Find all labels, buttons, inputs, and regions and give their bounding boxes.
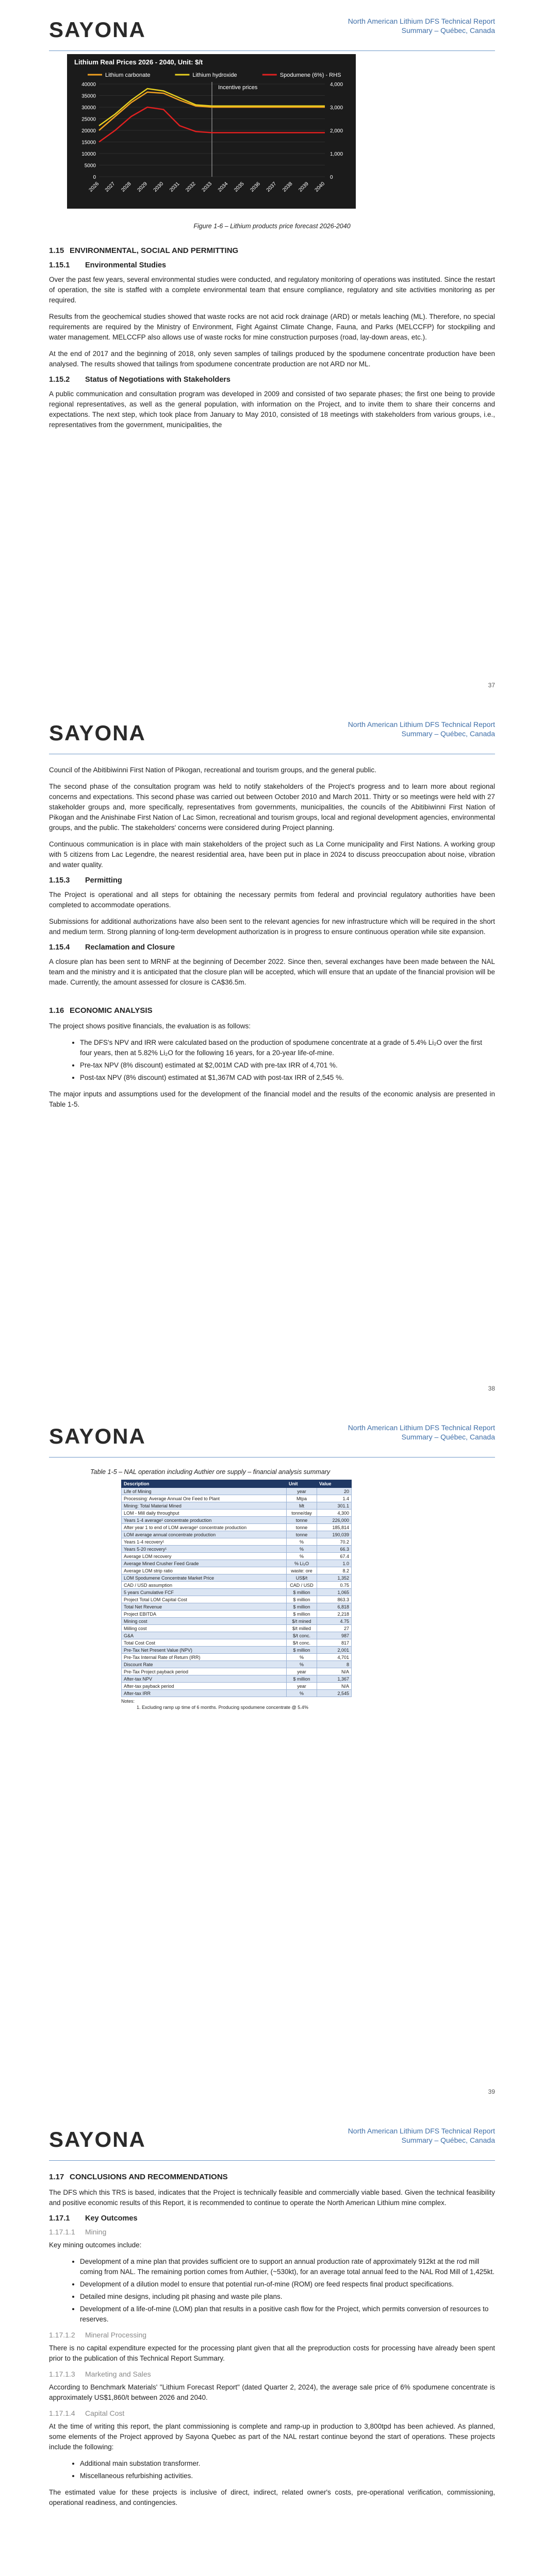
- paragraph: A public communication and consultation program was developed in 2009 and consisted of two separate phases; the first one being to provide regional representatives, as well as the general population, with information on the Project, and to invite them to share their concerns and expectations. The next step, which took place from January to May 2010, consisted of 18 meetings with stakeholders from various groups, i.e., representatives from the government, municipalities, the: [49, 390, 495, 429]
- y-tick-left: 15000: [81, 140, 96, 146]
- table-row: [122, 1510, 352, 1517]
- row-value: 817: [317, 1639, 352, 1647]
- row-unit: Mtpa: [287, 1495, 317, 1502]
- list-item: • Miscellaneous refurbishing activities.: [80, 2471, 495, 2481]
- row-description: LOM average annual concentrate production: [122, 1531, 287, 1538]
- header-line-1: North American Lithium DFS Technical Report: [348, 2127, 495, 2135]
- table-notes-label: Notes:: [121, 1699, 135, 1704]
- x-tick: 2027: [104, 181, 117, 193]
- row-unit: % Li₂O: [287, 1560, 317, 1567]
- row-unit: $ million: [287, 1675, 317, 1683]
- row-unit: US$/t: [287, 1574, 317, 1582]
- row-unit: year: [287, 1668, 317, 1675]
- row-value: 1,352: [317, 1574, 352, 1582]
- y-tick-left: 20000: [81, 128, 96, 134]
- row-unit: %: [287, 1661, 317, 1668]
- paragraph: The major inputs and assumptions used for the development of the financial model and the results of the economic analysis are presented in Table 1-5.: [49, 1090, 495, 1108]
- row-description: Average LOM recovery: [122, 1553, 287, 1560]
- table-row: [122, 1546, 352, 1553]
- figure-caption: Figure 1-6 – Lithium products price forecast 2026-2040: [193, 223, 351, 230]
- section-heading-1-17: 1.17 CONCLUSIONS AND RECOMMENDATIONS: [49, 2173, 228, 2181]
- row-unit: $/t mined: [287, 1618, 317, 1625]
- row-description: Pre-Tax Net Present Value (NPV): [122, 1647, 287, 1654]
- x-tick: 2038: [282, 181, 294, 193]
- chart-axes: [81, 82, 343, 193]
- y-tick-left: 40000: [81, 82, 96, 88]
- x-tick: 2034: [217, 181, 229, 193]
- row-unit: %: [287, 1654, 317, 1661]
- y-tick-left: 0: [93, 175, 96, 180]
- row-description: Mining cost: [122, 1618, 287, 1625]
- row-value: 4,701: [317, 1654, 352, 1661]
- header-line-1: North American Lithium DFS Technical Report: [348, 17, 495, 25]
- row-value: N/A: [317, 1668, 352, 1675]
- row-description: G&A: [122, 1632, 287, 1639]
- table-caption: Table 1-5 – NAL operation including Authier ore supply – financial analysis summary: [90, 1468, 331, 1476]
- row-description: Project EBITDA: [122, 1611, 287, 1618]
- page-number: 37: [488, 682, 495, 689]
- row-description: Discount Rate: [122, 1661, 287, 1668]
- price-forecast-chart-svg: [67, 54, 356, 209]
- row-description: Pre-Tax Internal Rate of Return (IRR): [122, 1654, 287, 1661]
- row-description: After year 1 to end of LOM average¹ concentrate production: [122, 1524, 287, 1531]
- subsubsection-heading-mineral-processing: 1.17.1.2 Mineral Processing: [49, 2331, 147, 2339]
- list-item: • Development of a life-of-mine (LOM) plan that results in a positive cash flow for the Project, which permits conversion of resources to reserves.: [80, 2304, 495, 2325]
- row-unit: %: [287, 1546, 317, 1553]
- paragraph: There is no capital expenditure expected for the processing plant given that all the preproduction costs for processing have already been spent prior to the publication of this Technical Report Summary.: [49, 2344, 495, 2362]
- row-value: 1.0: [317, 1560, 352, 1567]
- page-number: 38: [488, 1385, 495, 1392]
- y-tick-left: 5000: [84, 163, 96, 169]
- paragraph: A closure plan has been sent to MRNF at the beginning of December 2022. Since then, several exchanges have been made between the NAL team and the ministry and it is anticipated that the closure plan will be accepted, which will ensure that an update of the financial provision will be made. Currently, the amount assessed for closure is CA$36.5m.: [49, 958, 495, 986]
- header-line-1: North American Lithium DFS Technical Report: [348, 1423, 495, 1432]
- row-value: 987: [317, 1632, 352, 1639]
- column-header: Unit: [287, 1480, 317, 1488]
- list-item: • Pre-tax NPV (8% discount) estimated at $2,001M CAD with pre-tax IRR of 4,701 %.: [80, 1060, 495, 1071]
- list-item: • Development of a dilution model to ensure that potential run-of-mine (ROM) ore feed respects final product specifications.: [80, 2279, 495, 2290]
- x-tick: 2033: [201, 181, 213, 193]
- page-number: 39: [488, 2088, 495, 2095]
- table-row: [122, 1495, 352, 1502]
- x-tick: 2037: [265, 181, 278, 193]
- legend-label: Lithium hydroxide: [192, 72, 237, 78]
- table-header-row: [122, 1480, 352, 1488]
- paragraph: At the time of writing this report, the plant commissioning is complete and ramp-up in production to 3,800tpd has been achieved. As planned, some elements of the Project approved by Sayona Quebec as part of the NAL restart continue beyond the start of operations. These projects include the following:: [49, 2422, 495, 2451]
- row-description: 5 years Cumulative FCF: [122, 1589, 287, 1596]
- paragraph: Results from the geochemical studies showed that waste rocks are not acid rock drainage (ARD) or metals leaching (ML). Therefore, no special requirements are required by the Ministry of Environment, Fight Against Climate Change, Fauna, and Parks (MELCCFP) for stockpiling and water management. MELCCFP also allows use of waste rocks for mine construction purposes (road, lay-down areas, etc.).: [49, 313, 495, 341]
- table-row: [122, 1661, 352, 1668]
- row-value: 863.3: [317, 1596, 352, 1603]
- x-tick: 2031: [169, 181, 181, 193]
- row-description: LOM Spodumene Concentrate Market Price: [122, 1574, 287, 1582]
- table-row: [122, 1524, 352, 1531]
- x-tick: 2026: [88, 181, 101, 193]
- section-heading-1-15: 1.15 ENVIRONMENTAL, SOCIAL AND PERMITTING: [49, 246, 239, 255]
- paragraph: According to Benchmark Materials' "Lithium Forecast Report" (dated Quarter 2, 2024), the average sale price of 6% spodumene concentrate is approximately US$1,860/t between 2026 and 2040.: [49, 2383, 495, 2401]
- row-unit: tonne/day: [287, 1510, 317, 1517]
- row-unit: year: [287, 1683, 317, 1690]
- row-unit: %: [287, 1690, 317, 1697]
- header-line-2: Summary – Québec, Canada: [401, 730, 495, 738]
- row-value: 190,039: [317, 1531, 352, 1538]
- row-unit: %: [287, 1538, 317, 1546]
- row-description: Years 1-4 recovery¹: [122, 1538, 287, 1546]
- table-row: [122, 1567, 352, 1574]
- row-description: LOM - Mill daily throughput: [122, 1510, 287, 1517]
- row-description: After-tax payback period: [122, 1683, 287, 1690]
- header-text: [348, 16, 495, 35]
- table-row: [122, 1647, 352, 1654]
- subsection-heading-1-17-1: 1.17.1 Key Outcomes: [49, 2214, 138, 2223]
- row-unit: tonne: [287, 1517, 317, 1524]
- financial-summary-table: [121, 1480, 352, 1697]
- table-row: [122, 1639, 352, 1647]
- table-row: [122, 1654, 352, 1661]
- header-line-2: Summary – Québec, Canada: [401, 26, 495, 35]
- table-body: [122, 1488, 352, 1697]
- table-row: [122, 1502, 352, 1510]
- y-tick-left: 35000: [81, 93, 96, 99]
- column-header: Value: [317, 1480, 352, 1488]
- row-unit: $/t conc.: [287, 1639, 317, 1647]
- row-unit: tonne: [287, 1524, 317, 1531]
- sayona-logo: SAYONA: [49, 1424, 146, 1448]
- row-value: 185,814: [317, 1524, 352, 1531]
- bullet-list: [49, 2257, 495, 2325]
- chart-title: Lithium Real Prices 2026 - 2040, Unit: $/t: [74, 58, 203, 66]
- row-unit: $/t milled: [287, 1625, 317, 1632]
- row-value: N/A: [317, 1683, 352, 1690]
- row-value: 8: [317, 1661, 352, 1668]
- row-value: 66.3: [317, 1546, 352, 1553]
- legend-label: Spodumene (6%) - RHS: [279, 72, 341, 78]
- y-tick-left: 25000: [81, 116, 96, 123]
- table-row: [122, 1668, 352, 1675]
- table-row: [122, 1611, 352, 1618]
- row-unit: $ million: [287, 1596, 317, 1603]
- row-description: Life of Mining: [122, 1488, 287, 1495]
- page-37: [0, 0, 544, 703]
- page-header: [49, 1421, 495, 1455]
- sayona-logo: SAYONA: [49, 18, 146, 42]
- row-description: After-tax IRR: [122, 1690, 287, 1697]
- paragraph: Key mining outcomes include:: [49, 2241, 142, 2249]
- list-item: • Post-tax NPV (8% discount) estimated at $1,367M CAD with post-tax IRR of 2,545 %.: [80, 1073, 495, 1083]
- paragraph: The project shows positive financials, the evaluation is as follows:: [49, 1022, 251, 1030]
- table-row: [122, 1603, 352, 1611]
- row-description: CAD / USD assumption: [122, 1582, 287, 1589]
- x-tick: 2039: [298, 181, 310, 193]
- row-unit: $ million: [287, 1589, 317, 1596]
- price-forecast-chart: [67, 54, 356, 209]
- row-description: Total Cost Cost: [122, 1639, 287, 1647]
- y-tick-right: 4,000: [330, 82, 343, 88]
- paragraph: Council of the Abitibiwinni First Nation of Pikogan, recreational and tourism groups, and the general public.: [49, 766, 376, 774]
- header-text: [348, 2126, 495, 2145]
- row-value: 0.75: [317, 1582, 352, 1589]
- row-unit: $ million: [287, 1603, 317, 1611]
- x-tick: 2029: [136, 181, 149, 193]
- row-value: 8.2: [317, 1567, 352, 1574]
- sayona-logo: SAYONA: [49, 721, 146, 745]
- row-value: 1.4: [317, 1495, 352, 1502]
- page-header: [49, 2124, 495, 2158]
- list-item: • Detailed mine designs, including pit phasing and waste pile plans.: [80, 2292, 495, 2302]
- row-description: Years 1-4 average¹ concentrate production: [122, 1517, 287, 1524]
- sayona-logo: SAYONA: [49, 2127, 146, 2151]
- header-line-2: Summary – Québec, Canada: [401, 1433, 495, 1441]
- row-description: Milling cost: [122, 1625, 287, 1632]
- paragraph: The DFS which this TRS is based, indicates that the Project is technically feasible and commercially viable based. Given the technical feasibility and positive economic results of this Report, it is recommended to continue to operate the North American Lithium mine complex.: [49, 2189, 495, 2207]
- header-line-2: Summary – Québec, Canada: [401, 2136, 495, 2144]
- subsection-heading-1-15-2: 1.15.2 Status of Negotiations with Stakeholders: [49, 376, 230, 384]
- row-description: Mining: Total Material Mined: [122, 1502, 287, 1510]
- table-row: [122, 1553, 352, 1560]
- paragraph: The second phase of the consultation program was held to notify stakeholders of the Project's progress and to learn more about regional concerns and expectations. This second phase was carried out between October 2010 and March 2011. Thirty or so meetings were held with 27 stakeholder groups and, more specifically, representatives from governments, municipalities, the councils of the Abitibiwinni First Nation of Pikogan and the Anishinabe First Nation of Lac Simon, recreational and tourism groups, local and regional development agencies, environmental groups, and the public. The stakeholders' concerns were considered during Project planning.: [49, 783, 495, 832]
- row-unit: $/t conc.: [287, 1632, 317, 1639]
- subsubsection-heading-capital-cost: 1.17.1.4 Capital Cost: [49, 2409, 125, 2417]
- row-unit: tonne: [287, 1531, 317, 1538]
- subsubsection-heading-mining: 1.17.1.1 Mining: [49, 2228, 107, 2236]
- row-description: Pre-Tax Project payback period: [122, 1668, 287, 1675]
- table-row: [122, 1517, 352, 1524]
- chart-legend: [88, 72, 341, 78]
- paragraph: Continuous communication is in place with main stakeholders of the project such as La Corne municipality and First Nations. A working group with 5 citizens from Lac Legendre, the nearest residential area, have been put in place in 2024 to discuss preoccupation about noise, vibration and water quality.: [49, 840, 495, 869]
- row-value: 2,545: [317, 1690, 352, 1697]
- row-description: Average Mined Crusher Feed Grade: [122, 1560, 287, 1567]
- x-tick: 2028: [120, 181, 133, 193]
- bullet-list: [49, 2459, 495, 2481]
- table-row: [122, 1560, 352, 1567]
- incentive-prices-label: Incentive prices: [218, 84, 258, 91]
- row-unit: Mt: [287, 1502, 317, 1510]
- x-tick: 2040: [314, 181, 326, 193]
- row-value: 301.1: [317, 1502, 352, 1510]
- row-value: 20: [317, 1488, 352, 1495]
- table-row: [122, 1625, 352, 1632]
- page-header: [49, 14, 495, 48]
- table-row: [122, 1538, 352, 1546]
- table-row: [122, 1683, 352, 1690]
- row-description: Years 5-20 recovery¹: [122, 1546, 287, 1553]
- list-item: • Additional main substation transformer.: [80, 2459, 495, 2469]
- column-header: Description: [122, 1480, 287, 1488]
- paragraph: Over the past few years, several environmental studies were conducted, and regulatory monitoring of operations was instituted. Since the restart of operation, the site is staffed with a complete environmental team that ensure compliance, regulatory and site activities monitoring as per required.: [49, 276, 495, 304]
- row-value: 1,367: [317, 1675, 352, 1683]
- legend-label: Lithium carbonate: [105, 72, 151, 78]
- row-value: 1,065: [317, 1589, 352, 1596]
- row-description: After-tax NPV: [122, 1675, 287, 1683]
- row-description: Processing: Average Annual Ore Feed to Plant: [122, 1495, 287, 1502]
- section-heading-1-16: 1.16 ECONOMIC ANALYSIS: [49, 1006, 153, 1015]
- x-tick: 2030: [152, 181, 165, 193]
- table-row: [122, 1690, 352, 1697]
- table-row: [122, 1675, 352, 1683]
- row-description: Project Total LOM Capital Cost: [122, 1596, 287, 1603]
- row-unit: %: [287, 1553, 317, 1560]
- y-tick-right: 0: [330, 175, 333, 180]
- row-value: 70.2: [317, 1538, 352, 1546]
- header-text: [348, 1423, 495, 1442]
- paragraph: At the end of 2017 and the beginning of 2018, only seven samples of tailings produced by the spodumene concentrate production have been analysed. The results showed that tailings from spodumene concentrate production are not ARD nor ML.: [49, 350, 495, 368]
- row-value: 67.4: [317, 1553, 352, 1560]
- table-row: [122, 1488, 352, 1495]
- row-unit: year: [287, 1488, 317, 1495]
- list-item: • Development of a mine plan that provides sufficient ore to support an annual production rate of approximately 912kt at the rod mill coming from NAL. The remaining portion comes from Authier, (~530kt), for an average total annual feed to the NAL Rod Mill of 1,425kt.: [80, 2257, 495, 2277]
- table-row: [122, 1632, 352, 1639]
- table-row: [122, 1596, 352, 1603]
- subsection-heading-1-15-3: 1.15.3 Permitting: [49, 876, 122, 885]
- table-note-1: 1. Excluding ramp up time of 6 months. Producing spodumene concentrate @ 5.4%: [137, 1705, 308, 1710]
- x-tick: 2032: [185, 181, 197, 193]
- row-value: 4.75: [317, 1618, 352, 1625]
- header-rule: [49, 50, 495, 51]
- row-value: 6,818: [317, 1603, 352, 1611]
- table-row: [122, 1574, 352, 1582]
- row-value: 2,218: [317, 1611, 352, 1618]
- row-unit: $ million: [287, 1611, 317, 1618]
- header-text: [348, 720, 495, 738]
- y-tick-left: 30000: [81, 105, 96, 111]
- row-unit: waste: ore: [287, 1567, 317, 1574]
- paragraph: The estimated value for these projects is inclusive of direct, indirect, related owner's costs, pre-operational verification, commissioning, operational readiness, and contingencies.: [49, 2488, 495, 2506]
- header-rule: [49, 1457, 495, 1458]
- y-tick-right: 2,000: [330, 128, 343, 134]
- row-description: Average LOM strip ratio: [122, 1567, 287, 1574]
- y-tick-right: 3,000: [330, 105, 343, 111]
- page-38: [0, 703, 544, 1406]
- x-tick: 2035: [233, 181, 245, 193]
- bullet-list: [49, 1038, 495, 1083]
- subsection-heading-1-15-1: 1.15.1 Environmental Studies: [49, 261, 167, 269]
- row-unit: CAD / USD: [287, 1582, 317, 1589]
- row-value: 226,000: [317, 1517, 352, 1524]
- header-rule: [49, 2160, 495, 2161]
- x-tick: 2036: [249, 181, 261, 193]
- subsubsection-heading-marketing: 1.17.1.3 Marketing and Sales: [49, 2370, 151, 2378]
- table-row: [122, 1589, 352, 1596]
- row-description: Total Net Revenue: [122, 1603, 287, 1611]
- subsection-heading-1-15-4: 1.15.4 Reclamation and Closure: [49, 943, 175, 952]
- paragraph: Submissions for additional authorizations have also been sent to the relevant agencies for new infrastructure which will be required in the short and medium term. Strong planning of long-term development authorization is in progress to ensure continuous operation while site expansion.: [49, 918, 495, 936]
- page-39: [0, 1406, 544, 2110]
- row-unit: $ million: [287, 1647, 317, 1654]
- table-row: [122, 1531, 352, 1538]
- y-tick-right: 1,000: [330, 151, 343, 157]
- page-40: [0, 2110, 544, 2576]
- table-row: [122, 1618, 352, 1625]
- table-row: [122, 1582, 352, 1589]
- row-value: 2,001: [317, 1647, 352, 1654]
- y-tick-left: 10000: [81, 151, 96, 157]
- paragraph: The Project is operational and all steps for obtaining the necessary permits from federal and provincial regulatory authorities have been completed to accommodate operations.: [49, 891, 495, 909]
- header-line-1: North American Lithium DFS Technical Report: [348, 720, 495, 728]
- row-value: 27: [317, 1625, 352, 1632]
- page-header: [49, 718, 495, 752]
- list-item: • The DFS's NPV and IRR were calculated based on the production of spodumene concentrate at a grade of 5.4% Li₂O over the first four years, then at 5.82% Li₂O for the following 16 years, for a 20-year life-of-mine.: [80, 1038, 495, 1058]
- row-value: 4,300: [317, 1510, 352, 1517]
